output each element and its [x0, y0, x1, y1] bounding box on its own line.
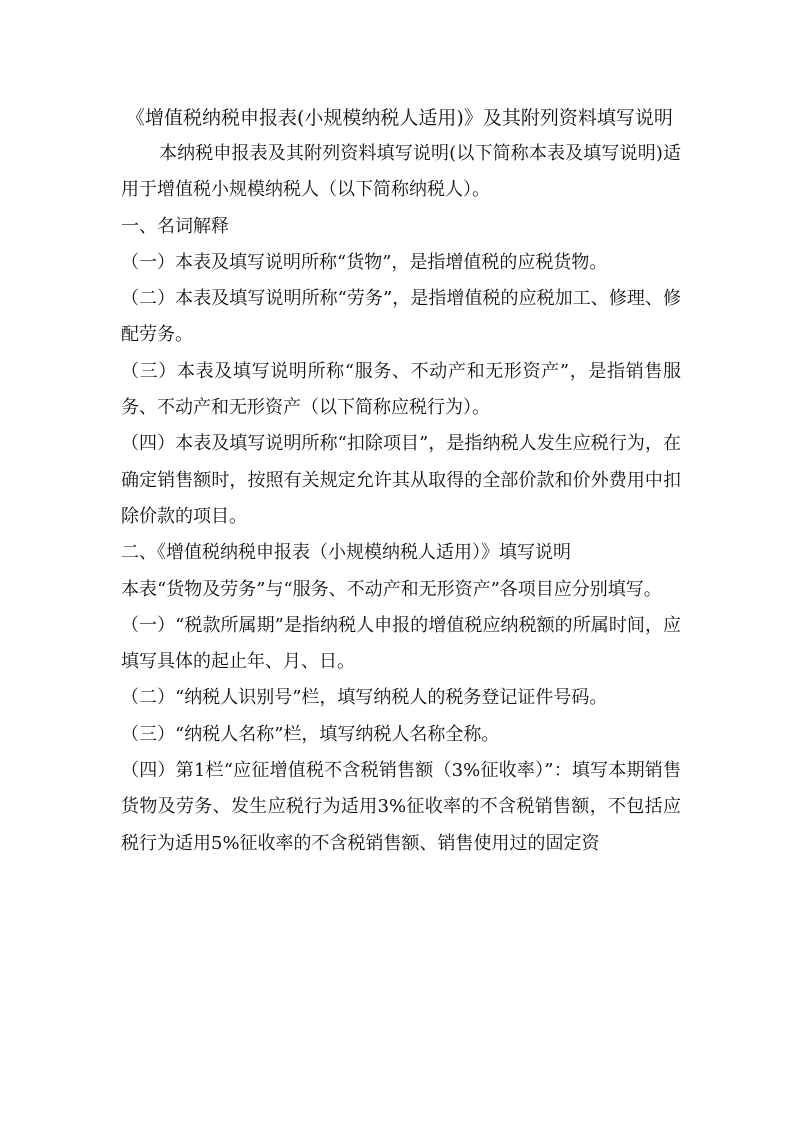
intro-paragraph: 本纳税申报表及其附列资料填写说明(以下简称本表及填写说明)适用于增值税小规模纳税人（以下简称纳税人）。: [121, 143, 681, 201]
instructions-paragraph: 本表“货物及劳务”与“服务、不动产和无形资产”各项目应分别填写。: [121, 578, 662, 600]
instruction-taxpayer-name: （三）“纳税人名称”栏，填写纳税人名称全称。: [121, 723, 500, 745]
document-page: [121, 100, 681, 862]
instruction-line-1: （四）第1栏“应征增值税不含税销售额（3%征收率）”：填写本期销售货物及劳务、发生应税行为适用3%征收率的不含税销售额，不包括应税行为适用5%征收率的不含税销售额、销售使用过的固定资: [121, 760, 681, 854]
section-heading-definitions: 一、名词解释: [121, 215, 229, 237]
instruction-tax-period: （一）“税款所属期”是指纳税人申报的增值税应纳税额的所属时间，应填写具体的起止年、月、日。: [121, 614, 681, 673]
section-heading-instructions: 二、《增值税纳税申报表（小规模纳税人适用）》填写说明: [121, 542, 571, 564]
instruction-taxpayer-id: （二）“纳税人识别号”栏，填写纳税人的税务登记证件号码。: [121, 687, 608, 709]
definition-services: （三）本表及填写说明所称“服务、不动产和无形资产”，是指销售服务、不动产和无形资产（以下简称应税行为）。: [121, 360, 681, 419]
definition-deductions: （四）本表及填写说明所称“扣除项目”，是指纳税人发生应税行为，在确定销售额时，按照有关规定允许其从取得的全部价款和价外费用中扣除价款的项目。: [121, 433, 681, 527]
definition-goods: （一）本表及填写说明所称“货物”，是指增值税的应税货物。: [121, 251, 608, 273]
definition-labor: （二）本表及填写说明所称“劳务”，是指增值税的应税加工、修理、修配劳务。: [121, 288, 681, 346]
document-title: 《增值税纳税申报表(小规模纳税人适用)》及其附列资料填写说明: [126, 107, 673, 129]
